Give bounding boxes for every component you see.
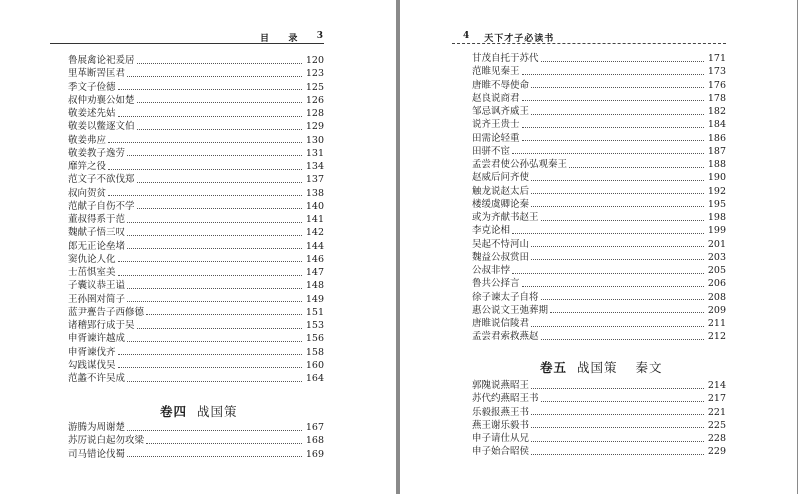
entry-page-number: 149 (305, 293, 324, 305)
entry-page-number: 176 (707, 79, 726, 91)
dot-leader (118, 88, 302, 90)
dot-leader (137, 101, 302, 103)
toc-entry (472, 330, 726, 343)
entry-page-number: 169 (305, 448, 324, 460)
entry-title: 赵威后问齐使 (472, 172, 530, 184)
dot-leader (137, 128, 302, 130)
entry-title: 范蠡不许吴成 (68, 373, 126, 384)
entry-title: 士茁惧室美 (68, 267, 116, 278)
entry-page-number: 186 (707, 132, 726, 144)
entry-title: 范文子不欲伐郑 (68, 174, 135, 186)
entry-page-number: 142 (305, 227, 324, 239)
entry-page-number: 187 (707, 145, 726, 157)
dot-leader (127, 75, 302, 77)
header-rule (452, 43, 726, 44)
entry-title: 魏益公叔赏田 (472, 251, 530, 263)
entry-page-number: 164 (305, 373, 324, 384)
dot-leader (531, 325, 704, 327)
entry-title: 申子请仕从兄 (472, 433, 530, 444)
entry-title: 邹忌讽齐威王 (472, 106, 530, 117)
dot-leader (569, 166, 704, 168)
toc-entry (68, 94, 324, 107)
toc-entry (68, 306, 324, 319)
entry-title: 楼缓虞卿论秦 (472, 198, 530, 210)
toc-entry (68, 134, 324, 147)
toc-entry (472, 224, 726, 237)
dot-leader (118, 353, 302, 355)
section-name: 战国策 (577, 360, 618, 375)
entry-page-number: 153 (305, 320, 324, 331)
toc-entry (68, 160, 324, 173)
entry-page-number: 212 (707, 331, 726, 343)
dot-leader (531, 440, 704, 442)
entry-page-number: 203 (707, 251, 726, 263)
entry-title: 王孙圉对简子 (68, 293, 126, 305)
entry-title: 鲁共公择言 (472, 278, 520, 290)
entry-page-number: 120 (305, 55, 324, 66)
dot-leader (127, 287, 302, 289)
entry-title: 蓝尹亹告子西修德 (68, 306, 145, 318)
entry-page-number: 217 (707, 393, 726, 405)
entry-page-number: 199 (707, 225, 726, 237)
toc-entry (68, 448, 324, 461)
entry-title: 司马错论伐蜀 (68, 448, 126, 460)
entry-page-number: 190 (707, 172, 726, 184)
dot-leader (531, 245, 704, 247)
toc-entry (68, 293, 324, 306)
entry-page-number: 144 (305, 240, 324, 252)
entry-title: 郭隗说燕昭王 (472, 380, 530, 391)
toc-entry (68, 372, 324, 385)
toc-entry (472, 251, 726, 264)
entry-title: 敬姜教子逸劳 (68, 147, 126, 159)
toc-entry (68, 279, 324, 292)
entry-page-number: 229 (707, 446, 726, 458)
toc-list-section (472, 379, 726, 459)
dot-leader (531, 205, 704, 207)
dot-leader (127, 340, 302, 342)
dot-leader (137, 327, 302, 329)
dot-leader (137, 181, 302, 183)
dot-leader (127, 234, 302, 236)
toc-list (68, 54, 324, 385)
entry-title: 叔仲劝襄公如楚 (68, 94, 135, 106)
toc-entry (68, 120, 324, 133)
entry-page-number: 125 (305, 81, 324, 93)
header-rule (50, 43, 324, 44)
toc-entry (472, 171, 726, 184)
entry-title: 董叔得系于范 (68, 214, 126, 225)
toc-entry (68, 226, 324, 239)
dot-leader (541, 400, 704, 402)
dot-leader (118, 274, 302, 276)
entry-title: 申胥谏许越成 (68, 333, 126, 345)
entry-page-number: 148 (305, 280, 324, 292)
toc-entry (472, 264, 726, 277)
entry-page-number: 130 (305, 134, 324, 146)
toc-entry (68, 359, 324, 372)
toc-entry (68, 54, 324, 67)
entry-title: 窦仇论人化 (68, 253, 116, 265)
left-page (0, 0, 396, 494)
toc-entry (472, 145, 726, 158)
dot-leader (522, 73, 704, 75)
entry-title: 苏代约燕昭王书 (472, 393, 539, 405)
entry-page-number: 182 (707, 106, 726, 117)
entry-page-number: 171 (707, 53, 726, 64)
toc-entry (68, 346, 324, 359)
toc-entry (472, 79, 726, 92)
entry-page-number: 214 (707, 380, 726, 391)
dot-leader (531, 387, 704, 389)
dot-leader (522, 99, 704, 101)
dot-leader (541, 338, 704, 340)
entry-page-number: 138 (305, 187, 324, 199)
entry-title: 孟尝君索救燕赵 (472, 331, 539, 343)
entry-page-number: 151 (305, 306, 324, 318)
dot-leader (531, 426, 704, 428)
entry-page-number: 195 (707, 198, 726, 210)
entry-title: 郎无正论垒堵 (68, 240, 126, 252)
entry-title: 勾践谋伐吴 (68, 359, 116, 371)
entry-title: 子囊议恭王谥 (68, 280, 126, 292)
toc-entry (472, 419, 726, 432)
entry-title: 说齐王贵士 (472, 119, 520, 131)
dot-leader (118, 115, 302, 117)
dot-leader (541, 219, 704, 221)
entry-title: 公叔非悖 (472, 265, 511, 276)
toc-entry (472, 185, 726, 198)
toc-entry (472, 92, 726, 105)
entry-title: 惠公说文王弛葬期 (472, 304, 549, 316)
entry-title: 范睢见秦王 (472, 66, 520, 78)
toc-entry (472, 379, 726, 392)
entry-page-number: 131 (305, 147, 324, 159)
toc-entry (68, 200, 324, 213)
dot-leader (512, 232, 704, 234)
entry-title: 唐睢说信陵君 (472, 318, 530, 329)
toc-entry (68, 266, 324, 279)
dot-leader (108, 168, 302, 170)
entry-page-number: 126 (305, 94, 324, 106)
page-number: 3 (316, 31, 324, 41)
entry-page-number: 160 (305, 359, 324, 371)
entry-title: 李克论相 (472, 225, 511, 237)
entry-title: 吴起不恃河山 (472, 238, 530, 250)
toc-entry (472, 445, 726, 458)
toc-entry (68, 107, 324, 120)
entry-title: 季文子俭德 (68, 81, 116, 93)
entry-page-number: 206 (707, 278, 726, 290)
entry-page-number: 205 (707, 265, 726, 276)
toc-entry (472, 132, 726, 145)
dot-leader (531, 86, 704, 88)
toc-entry (68, 253, 324, 266)
entry-title: 或为齐献书赵王 (472, 212, 539, 223)
toc-entry (472, 65, 726, 78)
dot-leader (541, 60, 704, 62)
section-subtitle: 秦文 (635, 360, 663, 375)
entry-title: 游腾为周谢楚 (68, 422, 126, 433)
toc-entry (68, 319, 324, 332)
head-label-2: 录 (288, 34, 299, 44)
entry-title: 燕王谢乐毅书 (472, 419, 530, 431)
right-page (400, 0, 797, 494)
toc-list (472, 52, 726, 344)
dot-leader (146, 442, 302, 444)
dot-leader (146, 313, 302, 315)
entry-title: 鲁展禽论祀爰居 (68, 55, 135, 66)
dot-leader (531, 453, 704, 455)
dot-leader (108, 194, 302, 196)
book-title: 天下才子必读书 (484, 34, 555, 44)
dot-leader (127, 429, 302, 431)
dot-leader (127, 247, 302, 249)
entry-title: 范献子自伤不学 (68, 200, 135, 212)
toc-entry (68, 81, 324, 94)
toc-entry (472, 198, 726, 211)
entry-page-number: 184 (707, 119, 726, 131)
dot-leader (531, 179, 704, 181)
toc-entry (472, 317, 726, 330)
toc-entry (472, 118, 726, 131)
entry-page-number: 156 (305, 333, 324, 345)
dot-leader (522, 126, 704, 128)
entry-page-number: 178 (707, 92, 726, 104)
entry-page-number: 167 (305, 422, 324, 433)
dot-leader (550, 311, 704, 313)
entry-page-number: 228 (707, 433, 726, 444)
toc-entry (68, 434, 324, 447)
toc-list-section (68, 421, 324, 461)
entry-page-number: 208 (707, 291, 726, 303)
volume-label: 卷五 (540, 360, 568, 375)
dot-leader (127, 455, 302, 457)
entry-page-number: 141 (305, 214, 324, 225)
toc-entry (472, 291, 726, 304)
entry-page-number: 134 (305, 161, 324, 172)
toc-entry (472, 277, 726, 290)
entry-title: 触龙说赵太后 (472, 185, 530, 197)
toc-entry (472, 432, 726, 445)
toc-entry (68, 421, 324, 434)
dot-leader (512, 152, 704, 154)
entry-title: 申胥谏伐齐 (68, 346, 116, 358)
dot-leader (531, 113, 704, 115)
dot-leader (127, 154, 302, 156)
dot-leader (512, 272, 704, 274)
entry-title: 唐睢不辱使命 (472, 79, 530, 91)
dot-leader (137, 62, 302, 64)
entry-title: 敬姜以鳖逐文伯 (68, 121, 135, 133)
toc-entry (68, 173, 324, 186)
dot-leader (118, 260, 302, 262)
entry-title: 敬姜弗应 (68, 134, 107, 146)
dot-leader (541, 298, 704, 300)
toc-entry (68, 332, 324, 345)
toc-entry (68, 187, 324, 200)
toc-entry (472, 52, 726, 65)
toc-entry (472, 238, 726, 251)
section-heading (540, 358, 663, 376)
entry-page-number: 225 (707, 419, 726, 431)
toc-entry (472, 406, 726, 419)
dot-leader (137, 207, 302, 209)
entry-page-number: 198 (707, 212, 726, 223)
toc-entry (68, 213, 324, 226)
entry-title: 申子始合昭侯 (472, 446, 530, 458)
toc-entry (472, 105, 726, 118)
toc-entry (68, 240, 324, 253)
entry-title: 叔向贺贫 (68, 187, 107, 199)
entry-title: 诸稽郢行成于吴 (68, 320, 135, 331)
dot-leader (127, 380, 302, 382)
toc-entry (68, 67, 324, 80)
toc-entry (68, 147, 324, 160)
entry-page-number: 129 (305, 121, 324, 133)
dot-leader (531, 192, 704, 194)
entry-page-number: 137 (305, 174, 324, 186)
dot-leader (127, 300, 302, 302)
entry-title: 靡笄之役 (68, 161, 107, 172)
entry-page-number: 221 (707, 406, 726, 418)
entry-page-number: 201 (707, 238, 726, 250)
entry-page-number: 209 (707, 304, 726, 316)
entry-page-number: 168 (305, 435, 324, 447)
entry-page-number: 192 (707, 185, 726, 197)
dot-leader (108, 141, 302, 143)
entry-title: 乐毅报燕王书 (472, 406, 530, 418)
entry-title: 甘茂自托于苏代 (472, 53, 539, 64)
entry-title: 里革断罟匡君 (68, 68, 126, 80)
head-label-1: 目 (260, 34, 271, 44)
entry-title: 赵良说商君 (472, 92, 520, 104)
toc-entry (472, 392, 726, 405)
entry-page-number: 140 (305, 200, 324, 212)
section-heading (160, 402, 238, 420)
entry-page-number: 158 (305, 346, 324, 358)
entry-title: 魏献子悟三叹 (68, 227, 126, 239)
entry-page-number: 146 (305, 253, 324, 265)
entry-page-number: 147 (305, 267, 324, 278)
page-number: 4 (463, 31, 471, 41)
dot-leader (531, 413, 704, 415)
entry-title: 敬姜述先姑 (68, 108, 116, 119)
dot-leader (118, 366, 302, 368)
volume-label: 卷四 (160, 404, 188, 419)
toc-entry (472, 304, 726, 317)
entry-title: 田需论轻重 (472, 132, 520, 144)
entry-page-number: 188 (707, 159, 726, 170)
entry-page-number: 211 (707, 318, 726, 329)
entry-page-number: 173 (707, 66, 726, 78)
dot-leader (522, 285, 704, 287)
dot-leader (531, 258, 704, 260)
entry-title: 徐子谏太子自将 (472, 291, 539, 303)
dot-leader (522, 139, 704, 141)
dot-leader (127, 221, 302, 223)
toc-entry (472, 158, 726, 171)
toc-entry (472, 211, 726, 224)
entry-page-number: 128 (305, 108, 324, 119)
entry-title: 苏厉说白起勿攻梁 (68, 435, 145, 447)
entry-title: 田骈不宦 (472, 145, 511, 157)
section-name: 战国策 (197, 404, 238, 419)
entry-page-number: 123 (305, 68, 324, 80)
entry-title: 孟尝君使公孙弘观秦王 (472, 159, 568, 170)
